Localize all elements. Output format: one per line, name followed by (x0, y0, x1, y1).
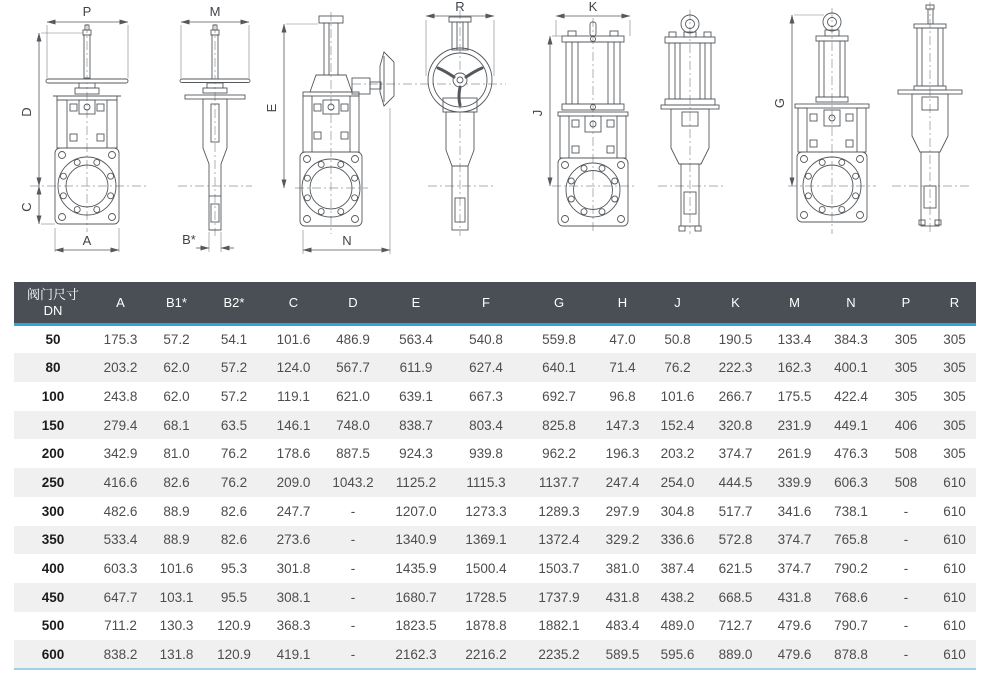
dimension-cell: - (350, 618, 356, 634)
dn-cell: 600 (14, 640, 92, 669)
dimension-cell: 76.2 (220, 446, 248, 462)
dimension-cell: 540.8 (469, 332, 503, 348)
dimension-cell: 572.8 (718, 532, 753, 548)
dn-cell: 150 (41, 417, 65, 433)
dimension-cell: 273.6 (276, 532, 311, 548)
table-row-dn-150 (14, 411, 976, 440)
table-row-dn-350 (14, 526, 976, 555)
dimension-cell: 610 (943, 561, 966, 577)
dimension-cell: 1823.5 (395, 618, 437, 634)
dimension-cell: 483.4 (605, 618, 640, 634)
dimension-cell: 96.8 (609, 388, 636, 404)
dimension-cell: 489.0 (660, 618, 695, 634)
dim-label-c: C (19, 202, 34, 212)
dimension-cell: 88.9 (163, 532, 190, 548)
dimension-cell: 610 (943, 474, 966, 490)
dimension-cell: 838.7 (399, 417, 433, 433)
dimension-cell: 610 (943, 618, 966, 634)
dimension-cell: 384.3 (834, 332, 868, 348)
dimension-cell: 329.2 (605, 532, 640, 548)
dimension-cell: 120.9 (204, 640, 264, 669)
dimension-cell: 339.9 (777, 474, 812, 490)
dimension-cell: 406 (894, 417, 918, 433)
dim-label-r: R (455, 0, 465, 14)
dimension-cell: 887.5 (336, 446, 370, 462)
dimension-cell: 2235.2 (523, 640, 595, 669)
table-row-dn-400 (14, 554, 976, 583)
dimension-cell: 231.9 (777, 417, 812, 433)
table-row-dn-600 (14, 640, 976, 669)
dimension-cell: 962.2 (542, 446, 576, 462)
dimension-cell: 304.8 (660, 503, 695, 519)
dimension-cell: 147.3 (605, 417, 640, 433)
dimension-cell: 130.3 (159, 618, 194, 634)
valve-drawings-svg (0, 0, 990, 272)
drawing-pneumatic-side-view (658, 10, 724, 234)
dimension-cell: 567.7 (336, 360, 370, 376)
column-header-p: P (879, 282, 933, 325)
dimension-cell: 668.5 (718, 589, 753, 605)
dimension-cell: 422.4 (834, 388, 868, 404)
dimension-cell: 95.3 (220, 561, 248, 577)
dimension-cell: 790.7 (834, 618, 868, 634)
dimension-cell: 711.2 (104, 618, 137, 634)
dimension-cell: 68.1 (163, 417, 190, 433)
dimension-cell: 152.4 (660, 417, 695, 433)
dn-cell: 250 (41, 474, 65, 490)
drawing-hydraulic-side-view (892, 2, 970, 234)
dimension-cell: 563.4 (399, 332, 433, 348)
dimension-cell: 738.1 (834, 503, 868, 519)
dim-label-k: K (588, 0, 598, 14)
dim-label-n: N (342, 233, 352, 248)
dimension-cell: 1435.9 (395, 561, 437, 577)
dimension-cell: 1503.7 (538, 561, 580, 577)
dimension-cell: 627.4 (469, 360, 503, 376)
dimension-cell: 203.2 (103, 360, 138, 376)
dimension-cell: 1728.5 (465, 589, 507, 605)
column-header-dn-cn: 阀门尺寸 (26, 287, 79, 302)
dimension-cell: - (903, 561, 909, 577)
dimension-cell: 82.6 (220, 532, 248, 548)
dimension-cell: 297.9 (605, 503, 640, 519)
dimension-cell: 748.0 (336, 417, 370, 433)
dimension-cell: 387.4 (660, 561, 695, 577)
dimension-cell: 438.2 (660, 589, 695, 605)
dimension-cell: 479.6 (777, 618, 812, 634)
dimension-cell: 878.8 (823, 640, 879, 669)
dimension-cell: - (903, 618, 909, 634)
table-row-dn-300 (14, 497, 976, 526)
dimension-cell: - (323, 640, 383, 669)
dn-cell: 300 (41, 503, 65, 519)
dimension-cell: - (350, 532, 356, 548)
dimension-cell: 838.2 (92, 640, 149, 669)
dimension-cell: 603.3 (103, 561, 138, 577)
dimension-cell: 1369.1 (465, 532, 507, 548)
drawing-bevel-gear-side-view (426, 0, 496, 236)
column-header-b2: B2* (204, 282, 264, 325)
table-header (14, 282, 976, 325)
dimension-cell: - (903, 503, 909, 519)
dimension-cell: - (879, 640, 933, 669)
dimension-cell: 639.1 (399, 388, 433, 404)
dimension-cell: 119.1 (277, 388, 310, 404)
dimension-cell: 124.0 (276, 360, 311, 376)
dimension-cell: 320.8 (718, 417, 753, 433)
dimension-cell: 610 (943, 589, 966, 605)
dimension-cell: - (903, 532, 909, 548)
dimension-cell: 589.5 (595, 640, 650, 669)
dimension-cell: 341.6 (777, 503, 812, 519)
dimension-cell: 368.3 (276, 618, 311, 634)
column-header-c: C (264, 282, 323, 325)
dimension-cell: 803.4 (469, 417, 503, 433)
dimension-cell: 76.2 (220, 474, 248, 490)
dimension-cell: 57.2 (220, 388, 248, 404)
column-header-r: R (933, 282, 976, 325)
dimension-cell: 924.3 (399, 446, 433, 462)
dimension-cell: 825.8 (542, 417, 576, 433)
dimension-cell: 196.3 (605, 446, 640, 462)
table-row-dn-80 (14, 353, 976, 382)
dimension-cell: 76.2 (664, 360, 691, 376)
dn-cell: 80 (45, 360, 61, 376)
dimension-cell: 103.1 (159, 589, 194, 605)
column-header-dn-code: DN (43, 302, 63, 318)
dim-label-d: D (19, 107, 34, 117)
table-row-dn-500 (14, 612, 976, 641)
dimension-cell: - (903, 589, 909, 605)
dimension-cell: 88.9 (163, 503, 190, 519)
dimension-cell: 621.5 (718, 561, 753, 577)
dimension-cell: 374.7 (777, 532, 812, 548)
dimension-cell: - (350, 561, 356, 577)
dimension-cell: 517.7 (718, 503, 753, 519)
dimension-cell: 266.7 (718, 388, 753, 404)
dn-cell: 100 (41, 388, 65, 404)
dimension-cell: 305 (943, 417, 966, 433)
dimension-cell: 254.0 (660, 474, 695, 490)
dimension-cell: 1340.9 (395, 532, 437, 548)
dimension-cell: 190.5 (718, 332, 753, 348)
dimension-cell: 610 (943, 532, 966, 548)
column-header-j: J (650, 282, 705, 325)
dimension-cell: 175.3 (103, 332, 138, 348)
dimension-cell: 1115.3 (466, 474, 506, 490)
dimension-cell: 101.6 (276, 332, 311, 348)
dimension-cell: 889.0 (705, 640, 766, 669)
dimension-cell: 610 (943, 503, 966, 519)
dimension-cell: 508 (894, 474, 918, 490)
column-header-n: N (823, 282, 879, 325)
dimension-cell: 63.5 (220, 417, 248, 433)
valve-dimensions-table (14, 282, 976, 670)
dimension-cell: 449.1 (834, 417, 868, 433)
dimension-cell: 54.1 (220, 332, 248, 348)
dimension-cell: 1737.9 (538, 589, 580, 605)
dimension-cell: 342.9 (103, 446, 138, 462)
dimension-cell: 247.4 (605, 474, 640, 490)
dimension-cell: 374.7 (718, 446, 753, 462)
dimension-cell: 692.7 (542, 388, 576, 404)
dn-cell: 450 (41, 589, 65, 605)
column-header-a: A (92, 282, 149, 325)
drawing-handwheel-side-view (178, 4, 252, 252)
dimension-cell: 305 (943, 332, 966, 348)
drawing-handwheel-front-view (19, 4, 146, 252)
dim-label-a: A (82, 233, 92, 248)
column-header-f: F (449, 282, 523, 325)
dimension-cell: 486.9 (336, 332, 370, 348)
dimension-cell: 667.3 (469, 388, 503, 404)
dimension-cell: 768.6 (834, 589, 868, 605)
table-row-dn-450 (14, 583, 976, 612)
dimension-cell: 1882.1 (538, 618, 580, 634)
dimension-cell: 1137.7 (538, 474, 580, 490)
table-row-dn-250 (14, 468, 976, 497)
dimension-cell: 243.8 (103, 388, 138, 404)
dimension-cell: 308.1 (276, 589, 311, 605)
dimension-cell: 400.1 (834, 360, 868, 376)
dimension-cell: 82.6 (163, 474, 190, 490)
dim-label-b: B* (182, 232, 196, 247)
dn-cell: 500 (41, 618, 65, 634)
dimension-cell: 476.3 (834, 446, 868, 462)
table-row-dn-100 (14, 382, 976, 411)
dimension-cell: 62.0 (163, 360, 190, 376)
dim-label-g: G (772, 97, 787, 109)
dimension-cell: 305 (894, 388, 918, 404)
dimension-cell: 247.7 (276, 503, 311, 519)
dimension-cell: 2162.3 (383, 640, 449, 669)
dimension-cell: 712.7 (718, 618, 753, 634)
dn-cell: 50 (45, 332, 61, 348)
dimension-cell: 203.2 (660, 446, 695, 462)
dimension-cell: 336.6 (660, 532, 695, 548)
dn-cell: 400 (41, 561, 65, 577)
dimension-cell: 640.1 (542, 360, 576, 376)
dimension-cell: 479.6 (766, 640, 823, 669)
dim-label-j: J (530, 109, 545, 117)
dimension-cell: 621.0 (336, 388, 370, 404)
dimension-cell: 1878.8 (465, 618, 507, 634)
dimension-cell: 381.0 (605, 561, 640, 577)
drawing-hydraulic-front-view (772, 8, 876, 234)
dimension-cell: 1372.4 (538, 532, 580, 548)
dimension-cell: 47.0 (609, 332, 636, 348)
dimension-cell: 120.9 (217, 618, 251, 634)
dimension-cell: 305 (943, 360, 966, 376)
table-header-row (14, 282, 976, 325)
dimension-cell: 62.0 (163, 388, 190, 404)
dim-label-p: P (82, 4, 92, 19)
table-row-dn-50 (14, 325, 976, 354)
dimension-cell: 133.4 (777, 332, 812, 348)
dimension-cell: 790.2 (834, 561, 868, 577)
dimension-cell: 1273.3 (465, 503, 507, 519)
dimension-cell: 1289.3 (538, 503, 580, 519)
dimension-cell: 162.3 (777, 360, 812, 376)
dimension-cell: 95.5 (220, 589, 248, 605)
dimension-cell: 71.4 (609, 360, 636, 376)
dimension-cell: 1043.2 (332, 474, 374, 490)
dimension-cell: - (350, 503, 356, 519)
dimension-cell: 508 (894, 446, 918, 462)
dimension-cell: 131.8 (149, 640, 204, 669)
dimension-cell: 431.8 (605, 589, 640, 605)
dimension-cell: 101.6 (159, 561, 194, 577)
dimension-cell: 1500.4 (465, 561, 507, 577)
dimension-cell: 305 (894, 360, 918, 376)
dimension-cell: 374.7 (777, 561, 812, 577)
dimension-cell: 765.8 (834, 532, 868, 548)
table-row-dn-200 (14, 439, 976, 468)
dimension-cell: 611.9 (399, 360, 433, 376)
dimension-cell: 559.8 (542, 332, 576, 348)
dim-label-m: M (209, 4, 221, 19)
dimension-cell: 419.1 (264, 640, 323, 669)
column-header-m: M (766, 282, 823, 325)
dimension-cell: 279.4 (103, 417, 138, 433)
column-header-h: H (595, 282, 650, 325)
technical-drawings-section (0, 0, 990, 272)
drawing-bevel-gear-front-view (264, 12, 506, 254)
dimension-cell: 431.8 (777, 589, 812, 605)
dimension-cell: 222.3 (718, 360, 753, 376)
dimension-cell: 1125.2 (395, 474, 437, 490)
dimension-cell: 261.9 (777, 446, 812, 462)
column-header-b1: B1* (149, 282, 204, 325)
dimension-cell: 606.3 (834, 474, 868, 490)
dimension-cell: 81.0 (163, 446, 190, 462)
dimension-cell: 57.2 (163, 332, 190, 348)
column-header-dn (14, 282, 92, 325)
dimension-cell: 647.7 (103, 589, 138, 605)
dimension-cell: 416.6 (103, 474, 138, 490)
column-header-g: G (523, 282, 595, 325)
dimension-cell: 175.5 (777, 388, 812, 404)
column-header-k: K (705, 282, 766, 325)
dimension-cell: 305 (943, 388, 966, 404)
dimension-cell: 1207.0 (395, 503, 437, 519)
dimension-cell: 178.6 (276, 446, 311, 462)
dimension-cell: 209.0 (276, 474, 311, 490)
table-body (14, 325, 976, 669)
dimension-cell: 305 (894, 332, 918, 348)
dimension-cell: 595.6 (650, 640, 705, 669)
column-header-e: E (383, 282, 449, 325)
dn-cell: 350 (41, 532, 65, 548)
dimension-cell: 146.1 (276, 417, 311, 433)
dimension-cell: 50.8 (664, 332, 691, 348)
dimension-cell: 444.5 (718, 474, 753, 490)
drawing-pneumatic-front-view (530, 0, 636, 232)
dimension-cell: 57.2 (220, 360, 248, 376)
dimension-cell: 939.8 (469, 446, 503, 462)
dimension-cell: 2216.2 (449, 640, 523, 669)
dimension-cell: - (350, 589, 356, 605)
dimension-cell: 301.8 (276, 561, 311, 577)
dimension-cell: 533.4 (103, 532, 138, 548)
dimension-cell: 1680.7 (395, 589, 437, 605)
dimension-cell: 305 (943, 446, 966, 462)
dn-cell: 200 (41, 446, 65, 462)
column-header-d: D (323, 282, 383, 325)
dimension-cell: 610 (933, 640, 976, 669)
dimension-cell: 101.6 (660, 388, 695, 404)
dimension-cell: 482.6 (103, 503, 138, 519)
dim-label-e: E (264, 103, 279, 113)
dimension-cell: 82.6 (220, 503, 248, 519)
